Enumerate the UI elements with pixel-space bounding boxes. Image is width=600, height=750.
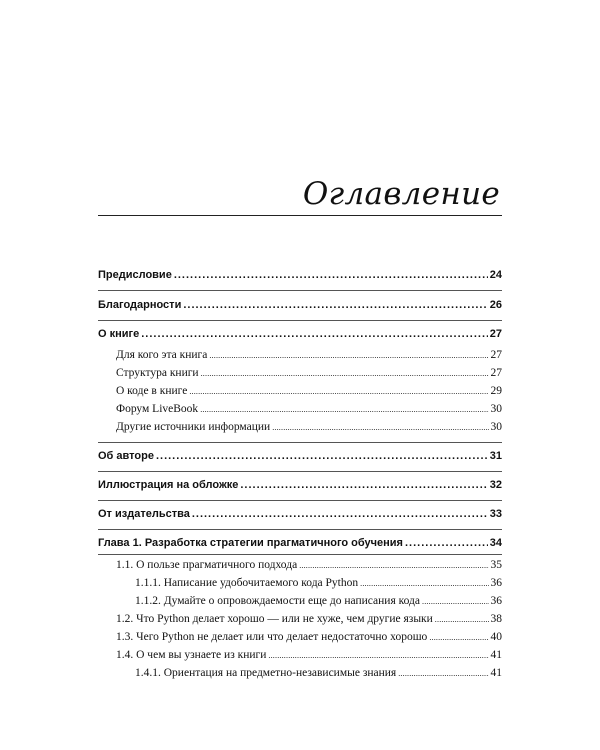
toc-entry-1-1-2[interactable] [135, 593, 502, 609]
dot-leader [429, 630, 488, 646]
toc-entry-page: 41 [490, 667, 502, 679]
section-divider [98, 554, 502, 555]
dot-leader [272, 420, 488, 436]
section-divider [98, 500, 502, 501]
dot-leader [398, 666, 488, 682]
toc-entry-page: 29 [490, 385, 502, 397]
toc-entry-page: 26 [489, 299, 502, 311]
toc-entry-about-book[interactable] [98, 326, 502, 342]
toc-entry-page: 35 [490, 559, 502, 571]
toc-entry-page: 27 [490, 367, 502, 379]
toc-entry-label: Для кого эта книга [116, 349, 208, 361]
toc-entry-page: 41 [490, 649, 502, 661]
toc-entry-label: 1.1.1. Написание удобочитаемого кода Python [135, 577, 359, 589]
toc-entry-page: 32 [489, 479, 502, 491]
section-divider [98, 320, 502, 321]
toc-entry-label: Форум LiveBook [116, 403, 199, 415]
toc-entry-page: 24 [489, 269, 502, 281]
section-divider [98, 529, 502, 530]
dot-leader [189, 384, 488, 400]
toc-entry-code[interactable] [116, 383, 502, 399]
toc-entry-page: 33 [489, 508, 502, 520]
toc-entry-page: 31 [489, 450, 502, 462]
toc-entry-label: От издательства [98, 508, 190, 520]
dot-leader [268, 648, 488, 664]
dot-leader [405, 535, 488, 551]
toc-entry-acknowledgements[interactable] [98, 297, 502, 313]
toc-entry-structure[interactable] [116, 365, 502, 381]
page-title: Оглавление [302, 176, 500, 212]
toc-entry-page: 34 [489, 537, 502, 549]
dot-leader [422, 594, 488, 610]
toc-entry-page: 40 [490, 631, 502, 643]
dot-leader [240, 477, 487, 493]
section-divider [98, 442, 502, 443]
toc-entry-label: 1.2. Что Python делает хорошо — или не хуже, чем другие языки [116, 613, 433, 625]
dot-leader [200, 402, 488, 418]
toc-entry-label: 1.4.1. Ориентация на предметно-независимые знания [135, 667, 397, 679]
dot-leader [156, 448, 488, 464]
toc-entry-label: Иллюстрация на обложке [98, 479, 239, 491]
toc-entry-page: 27 [490, 349, 502, 361]
dot-leader [192, 506, 488, 522]
toc-entry-label: Глава 1. Разработка стратегии прагматичного обучения [98, 537, 403, 549]
toc-entry-page: 38 [490, 613, 502, 625]
toc-entry-forum[interactable] [116, 401, 502, 417]
toc-entry-label: 1.1.2. Думайте о опровождаемости еще до написания кода [135, 595, 421, 607]
toc-entry-cover-illustration[interactable] [98, 477, 502, 493]
toc-entry-label: 1.1. О пользе прагматичного подхода [116, 559, 298, 571]
dot-leader [299, 558, 488, 574]
toc-entry-label: О коде в книге [116, 385, 188, 397]
toc-entry-1-1[interactable] [116, 557, 502, 573]
toc-entry-publisher[interactable] [98, 506, 502, 522]
section-divider [98, 290, 502, 291]
toc-entry-page: 36 [490, 595, 502, 607]
toc-entry-other-sources[interactable] [116, 419, 502, 435]
toc-entry-page: 27 [489, 328, 502, 340]
dot-leader [183, 297, 487, 313]
toc-entry-1-4[interactable] [116, 647, 502, 663]
toc-entry-1-4-1[interactable] [135, 665, 502, 681]
toc-entry-about-author[interactable] [98, 448, 502, 464]
section-divider [98, 471, 502, 472]
dot-leader [174, 267, 488, 283]
dot-leader [435, 612, 489, 628]
toc-entry-1-3[interactable] [116, 629, 502, 645]
toc-entry-preface[interactable] [98, 267, 502, 283]
toc-entry-label: О книге [98, 328, 140, 340]
toc-entry-label: 1.3. Чего Python не делает или что делает недостаточно хорошо [116, 631, 428, 643]
title-divider [98, 215, 502, 216]
dot-leader [141, 326, 488, 342]
toc-entry-1-2[interactable] [116, 611, 502, 627]
toc-entry-chapter-1[interactable] [98, 535, 502, 551]
toc-entry-page: 30 [490, 403, 502, 415]
toc-entry-label: Благодарности [98, 299, 182, 311]
dot-leader [209, 348, 488, 364]
dot-leader [201, 366, 489, 382]
toc-entry-label: Об авторе [98, 450, 154, 462]
dot-leader [360, 576, 488, 592]
toc-entry-label: Другие источники информации [116, 421, 271, 433]
toc-entry-page: 36 [490, 577, 502, 589]
toc-entry-audience[interactable] [116, 347, 502, 363]
toc-entry-label: 1.4. О чем вы узнаете из книги [116, 649, 267, 661]
toc-entry-label: Структура книги [116, 367, 199, 379]
toc-entry-label: Предисловие [98, 269, 172, 281]
toc-entry-1-1-1[interactable] [135, 575, 502, 591]
toc-entry-page: 30 [490, 421, 502, 433]
